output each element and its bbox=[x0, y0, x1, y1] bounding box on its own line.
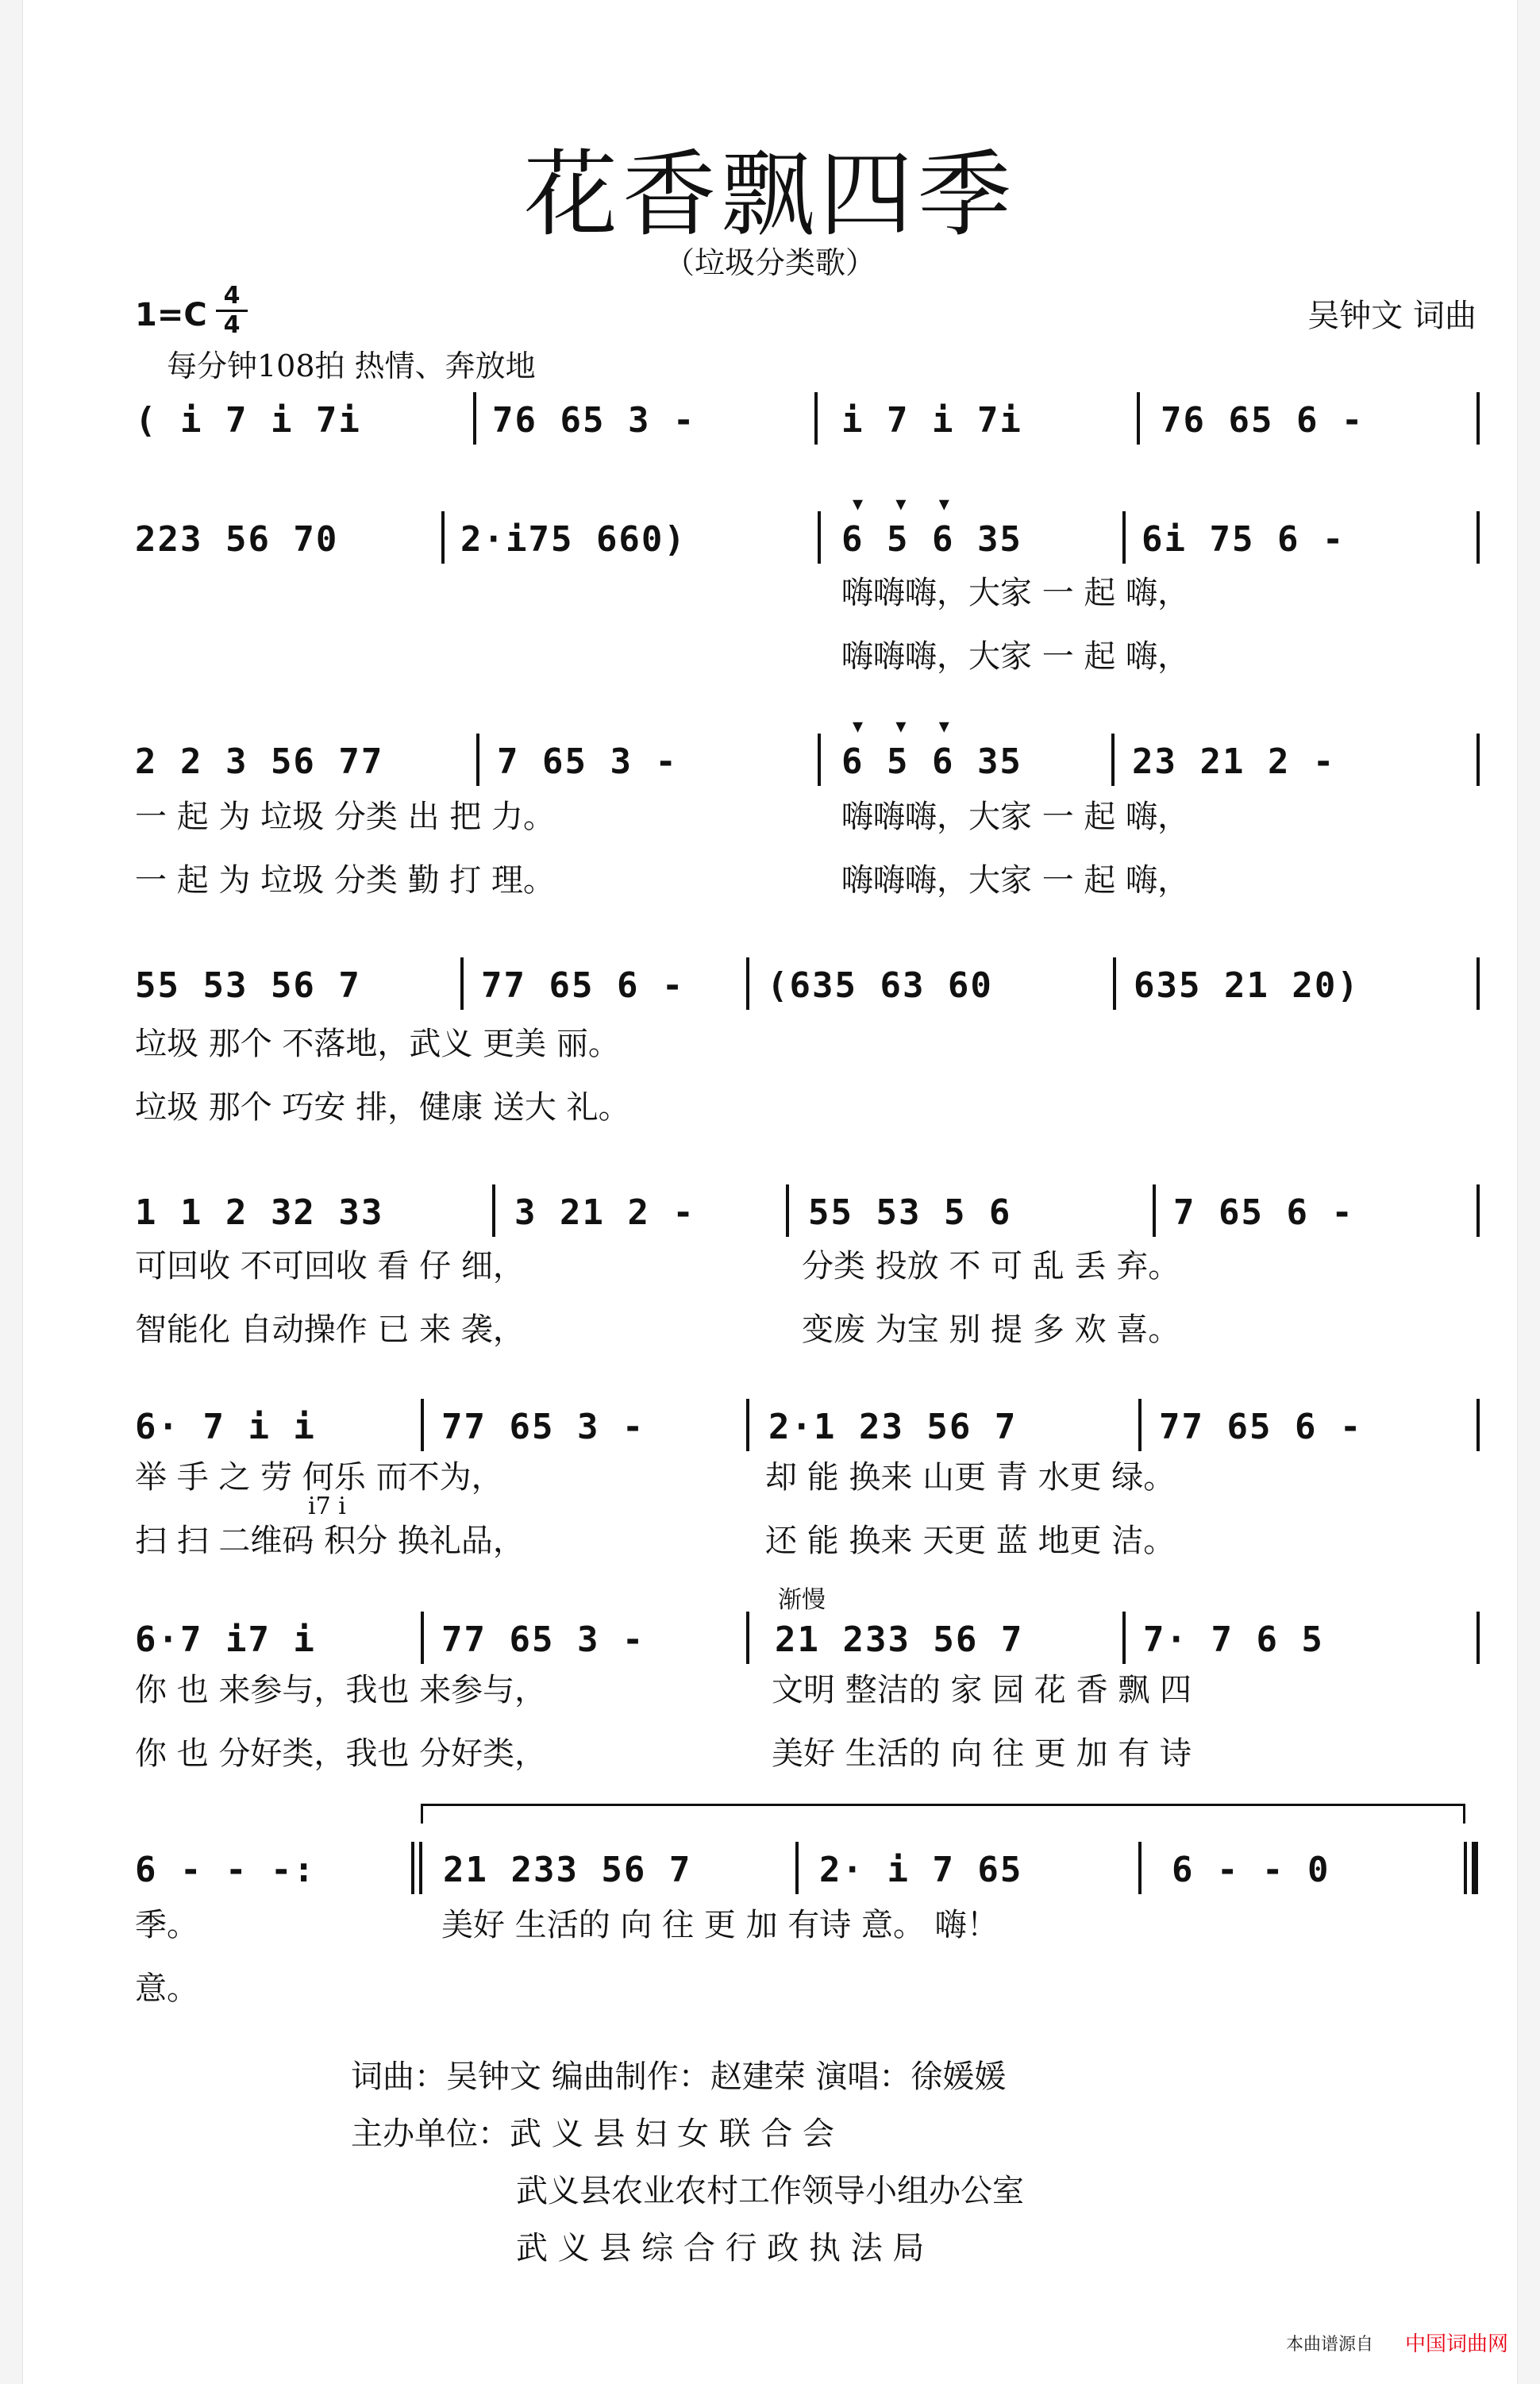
barline bbox=[746, 1399, 749, 1451]
lyric-line: 你 也 来参与，我也 来参与， bbox=[135, 1672, 547, 1708]
alternate-notes: i7 i bbox=[308, 1492, 346, 1520]
lyric-line: 还 能 换来 天更 蓝 地更 洁。 bbox=[765, 1523, 1176, 1559]
barline bbox=[818, 511, 821, 564]
barline bbox=[1476, 511, 1480, 564]
notation-row bbox=[135, 1616, 1484, 1664]
lyric-line: 美好 生活的 向 往 更 加 有诗 意。 嗨！ bbox=[441, 1907, 999, 1943]
measure: 23 21 2 - bbox=[1132, 741, 1336, 782]
measure: 635 21 20) bbox=[1134, 965, 1360, 1006]
barline bbox=[746, 957, 749, 1010]
measure: 76 65 3 - bbox=[492, 400, 696, 441]
organizer-line: 武义县农业农村工作领导小组办公室 bbox=[516, 2173, 1024, 2209]
tempo-marking: 每分钟108拍 热情、奔放地 bbox=[167, 349, 536, 383]
time-signature-top: 4 bbox=[216, 283, 248, 312]
credits-line: 词曲：吴钟文 编曲制作：赵建荣 演唱：徐媛媛 bbox=[351, 2059, 1007, 2095]
lyric-line: 意。 bbox=[135, 1970, 198, 2007]
left-margin-strip bbox=[0, 0, 23, 2384]
barline bbox=[786, 1184, 789, 1237]
measure: 55 53 5 6 bbox=[808, 1192, 1012, 1233]
barline bbox=[1464, 1842, 1467, 1894]
barline bbox=[1138, 1399, 1142, 1451]
barline bbox=[814, 392, 818, 445]
lyric-line: 扫 扫 二维码 积分 换礼品， bbox=[135, 1523, 525, 1559]
notation-row bbox=[135, 1189, 1484, 1237]
measure: 223 56 70 bbox=[135, 519, 339, 560]
barline bbox=[746, 1612, 749, 1664]
measure: 76 65 6 - bbox=[1161, 400, 1365, 441]
measure: 7· 7 6 5 bbox=[1143, 1620, 1324, 1660]
lyric-line: 却 能 换来 山更 青 水更 绿。 bbox=[765, 1459, 1176, 1496]
barline bbox=[421, 1612, 424, 1664]
barline bbox=[1476, 1399, 1480, 1451]
measure: 77 65 3 - bbox=[441, 1407, 645, 1447]
measure: 77 65 3 - bbox=[441, 1620, 645, 1660]
barline bbox=[1476, 734, 1480, 786]
lyric-line: 可回收 不可回收 看 仔 细， bbox=[135, 1248, 525, 1284]
barline bbox=[441, 511, 445, 564]
measure: 21 233 56 7 bbox=[775, 1620, 1024, 1660]
right-margin-strip bbox=[1517, 0, 1540, 2384]
measure: 6 5 6 35 bbox=[841, 741, 1022, 782]
notation-row bbox=[135, 962, 1484, 1010]
barline bbox=[1476, 1184, 1480, 1237]
barline bbox=[795, 1842, 799, 1894]
time-signature bbox=[216, 283, 248, 339]
barline bbox=[1122, 511, 1126, 564]
barline bbox=[1113, 957, 1116, 1010]
barline bbox=[1153, 1184, 1156, 1237]
measure: 6·7 i7 i bbox=[135, 1620, 316, 1660]
notation-row bbox=[135, 1404, 1484, 1451]
barline bbox=[1137, 392, 1140, 445]
lyric-line: 一 起 为 垃圾 分类 勤 打 理。 bbox=[135, 862, 556, 899]
lyric-line: 嗨嗨嗨，大家 一 起 嗨， bbox=[841, 575, 1190, 611]
lyric-line: 举 手 之 劳 何乐 而不为， bbox=[135, 1459, 503, 1496]
notation-row bbox=[135, 1847, 1484, 1894]
measure: 6 - - 0 bbox=[1172, 1850, 1330, 1890]
barline bbox=[411, 1842, 414, 1894]
site-watermark[interactable]: 中国词曲网 bbox=[1404, 2332, 1508, 2356]
barline bbox=[476, 734, 479, 786]
barline bbox=[473, 392, 476, 445]
lyric-line: 文明 整洁的 家 园 花 香 飘 四 bbox=[772, 1672, 1192, 1708]
accent-marks: ▾ ▾ ▾ bbox=[853, 714, 949, 738]
measure: i 7 i 7i bbox=[841, 400, 1022, 441]
lyric-line: 垃圾 那个 巧安 排，健康 送大 礼。 bbox=[135, 1089, 630, 1126]
organizer-line: 主办单位：武 义 县 妇 女 联 合 会 bbox=[351, 2116, 835, 2152]
barline bbox=[1476, 957, 1480, 1010]
barline bbox=[1476, 392, 1480, 445]
lyric-line: 变废 为宝 别 提 多 欢 喜。 bbox=[802, 1311, 1180, 1348]
measure: 2·1 23 56 7 bbox=[768, 1407, 1018, 1447]
composer-credit: 吴钟文 词曲 bbox=[1307, 298, 1476, 334]
lyric-line: 分类 投放 不 可 乱 丢 弃。 bbox=[802, 1248, 1180, 1284]
lyric-line: 你 也 分好类，我也 分好类， bbox=[135, 1735, 547, 1772]
barline bbox=[421, 1399, 424, 1451]
barline bbox=[1122, 1612, 1126, 1664]
lyric-line: 一 起 为 垃圾 分类 出 把 力。 bbox=[135, 799, 556, 835]
measure: 7 65 3 - bbox=[497, 741, 678, 782]
measure: 55 53 56 7 bbox=[135, 965, 361, 1006]
measure: 2·i75 660) bbox=[460, 519, 687, 560]
lyric-line: 智能化 自动操作 已 来 袭， bbox=[135, 1311, 525, 1348]
barline bbox=[1111, 734, 1115, 786]
lyric-line: 季。 bbox=[135, 1907, 198, 1943]
measure: (635 63 60 bbox=[767, 965, 993, 1006]
lyric-line: 嗨嗨嗨，大家 一 起 嗨， bbox=[841, 638, 1190, 675]
barline bbox=[1476, 1612, 1480, 1664]
measure: ( i 7 i 7i bbox=[135, 400, 361, 441]
barline bbox=[1138, 1842, 1142, 1894]
measure: 1 1 2 32 33 bbox=[135, 1192, 384, 1233]
song-title: 花香飘四季 bbox=[523, 140, 1016, 249]
lyric-line: 美好 生活的 向 往 更 加 有 诗 bbox=[772, 1735, 1192, 1772]
measure: 2· i 7 65 bbox=[819, 1850, 1023, 1890]
song-subtitle: （垃圾分类歌） bbox=[664, 245, 876, 280]
organizer-line: 武 义 县 综 合 行 政 执 法 局 bbox=[516, 2230, 925, 2267]
source-note: 本曲谱源自 bbox=[1285, 2335, 1373, 2355]
notation-row bbox=[135, 738, 1484, 786]
barline bbox=[818, 734, 821, 786]
time-signature-bottom: 4 bbox=[223, 311, 241, 339]
measure: 77 65 6 - bbox=[481, 965, 685, 1006]
measure: 6 - - -: bbox=[135, 1850, 316, 1890]
measure: 6i 75 6 - bbox=[1142, 519, 1346, 560]
measure: 2 2 3 56 77 bbox=[135, 741, 384, 782]
final-barline bbox=[1472, 1842, 1478, 1894]
lyric-line: 垃圾 那个 不落地，武义 更美 丽。 bbox=[135, 1026, 620, 1062]
barline bbox=[460, 957, 464, 1010]
measure: 3 21 2 - bbox=[514, 1192, 695, 1233]
accent-marks: ▾ ▾ ▾ bbox=[853, 492, 949, 516]
notation-row bbox=[135, 397, 1484, 445]
ritardando-mark: 渐慢 bbox=[778, 1586, 826, 1614]
volta-bracket bbox=[421, 1804, 1465, 1824]
measure: 7 65 6 - bbox=[1173, 1192, 1354, 1233]
key-signature: 1=C bbox=[135, 297, 207, 333]
measure: 6 5 6 35 bbox=[841, 519, 1022, 560]
measure: 77 65 6 - bbox=[1159, 1407, 1363, 1447]
lyric-line: 嗨嗨嗨，大家 一 起 嗨， bbox=[841, 799, 1190, 835]
notation-row bbox=[135, 516, 1484, 564]
lyric-line: 嗨嗨嗨，大家 一 起 嗨， bbox=[841, 862, 1190, 899]
measure: 21 233 56 7 bbox=[443, 1850, 692, 1890]
barline bbox=[419, 1842, 422, 1894]
measure: 6· 7 i i bbox=[135, 1407, 316, 1447]
barline bbox=[492, 1184, 495, 1237]
